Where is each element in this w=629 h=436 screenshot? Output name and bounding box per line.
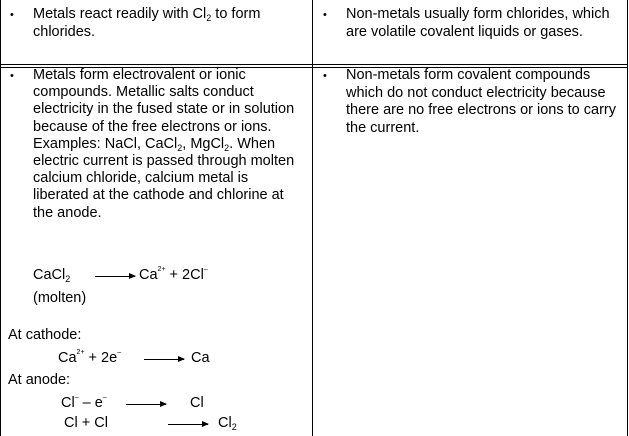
bullet-icon: • — [323, 9, 327, 21]
table-divider-row — [0, 64, 628, 65]
bullet-icon: • — [10, 9, 14, 21]
anode-label: At anode: — [8, 372, 71, 388]
equation-products: $Ca^{2+} + 2Cl^-$ — [139, 266, 208, 283]
bullet-icon: • — [10, 70, 14, 82]
anode-equation-2-rhs: $Cl_2$ — [218, 415, 237, 432]
table-cell-metals-ionic: Metals form electrovalent or ionic compounds. Metallic salts conduct electricity in the fused state or in solution because of the free electrons or ions. Examples: NaCl, CaCl$_2$, MgCl$_2$. When electric current is passed through molten calcium chloride, calcium metal is liberated at the cathode and chlorine at the anode. — [33, 67, 295, 221]
reaction-arrow-icon — [95, 276, 135, 277]
cathode-label: At cathode: — [8, 327, 82, 343]
cathode-equation-rhs: Ca — [191, 350, 210, 366]
equation-reactant: CaCl$_2$ — [33, 267, 71, 284]
anode-equation-1-rhs: Cl — [190, 395, 204, 411]
table-border-left — [0, 0, 1, 436]
anode-equation-2-lhs: Cl + Cl — [64, 415, 108, 431]
bullet-icon: • — [323, 70, 327, 82]
anode-equation-1-lhs: Cl– – e– — [61, 394, 107, 411]
equation-reactant-note: (molten) — [33, 290, 87, 306]
reaction-arrow-icon — [144, 359, 184, 360]
cathode-equation-lhs: $Ca^{2+} + 2e^-$ — [58, 349, 122, 366]
table-divider-column — [312, 0, 313, 436]
table-border-right — [627, 0, 628, 436]
table-cell-nonmetals-covalent: Non-metals form covalent compounds which do not conduct electricity because there are no free electrons or ions to carry the current. — [346, 67, 616, 136]
table-cell-metals-chlorides: Metals react readily with $Cl_2$ to form chlorides. — [33, 6, 261, 40]
table-cell-nonmetals-chlorides: Non-metals usually form chlorides, which are volatile covalent liquids or gases. — [346, 6, 610, 40]
reaction-arrow-icon — [126, 404, 166, 405]
reaction-arrow-icon — [168, 424, 208, 425]
